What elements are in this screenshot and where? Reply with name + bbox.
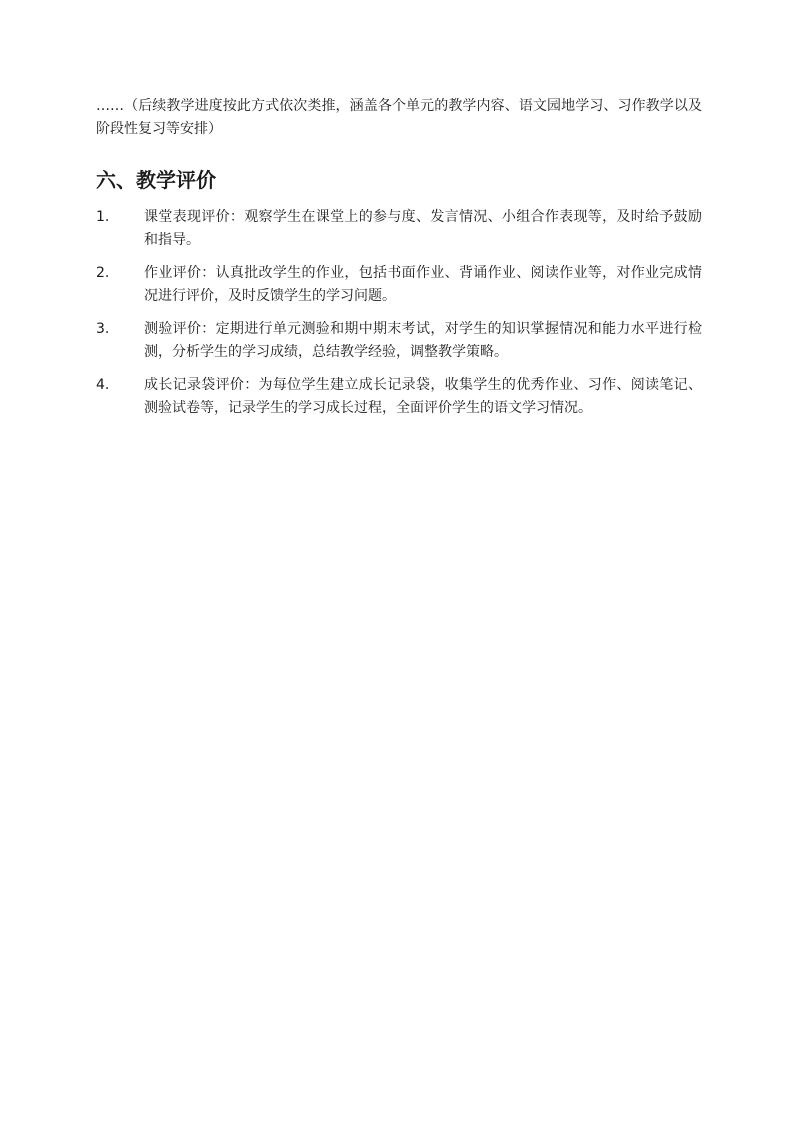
list-item [96, 318, 702, 364]
list-item-text: 课堂表现评价：观察学生在课堂上的参与度、发言情况、小组合作表现等，及时给予鼓励和指导。 [144, 209, 702, 248]
list-item [96, 374, 702, 420]
list-item-number: 4. [96, 377, 110, 393]
list-item-number: 2. [96, 265, 110, 281]
evaluation-list [96, 206, 702, 430]
list-item-text: 测验评价：定期进行单元测验和期中期末考试，对学生的知识掌握情况和能力水平进行检测，分析学生的学习成绩，总结教学经验，调整教学策略。 [144, 321, 702, 360]
intro-paragraph: ……（后续教学进度按此方式依次类推，涵盖各个单元的教学内容、语文园地学习、习作教学以及阶段性复习等安排） [96, 98, 702, 137]
list-item-number: 1. [96, 209, 110, 225]
list-item [96, 262, 702, 308]
list-item [96, 206, 702, 252]
list-item-text: 成长记录袋评价：为每位学生建立成长记录袋，收集学生的优秀作业、习作、阅读笔记、测验试卷等，记录学生的学习成长过程，全面评价学生的语文学习情况。 [144, 377, 702, 416]
list-item-number: 3. [96, 321, 110, 337]
section-heading: 六、教学评价 [96, 168, 216, 192]
list-item-text: 作业评价：认真批改学生的作业，包括书面作业、背诵作业、阅读作业等，对作业完成情况进行评价，及时反馈学生的学习问题。 [144, 265, 702, 304]
